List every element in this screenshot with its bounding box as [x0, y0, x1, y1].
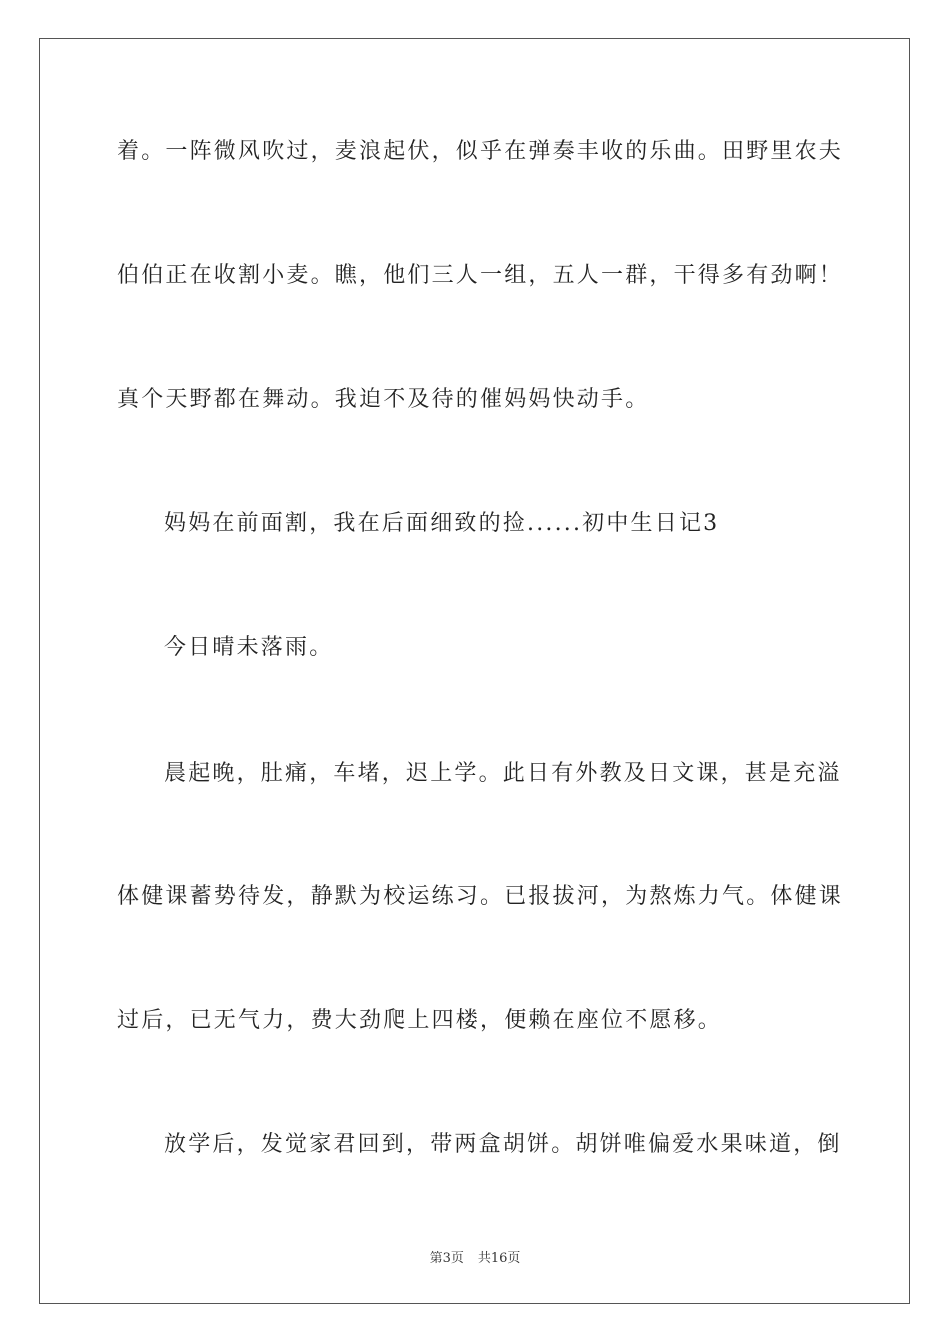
text-line-3: 真个天野都在舞动。我迫不及待的催妈妈快动手。: [117, 387, 650, 412]
text-line-9: 放学后，发觉家君回到，带两盒胡饼。胡饼唯偏爱水果味道，倒: [164, 1132, 842, 1157]
text-line-1: 着。一阵微风吹过，麦浪起伏，似乎在弹奏丰收的乐曲。田野里农夫: [117, 139, 844, 164]
text-line-5: 今日晴未落雨。: [164, 635, 334, 660]
total-pages: 共16页: [477, 1251, 521, 1266]
text-line-4: 妈妈在前面割，我在后面细致的捡......初中生日记3: [164, 511, 720, 536]
page-number: 第3页: [429, 1251, 464, 1266]
text-line-6: 晨起晚，肚痛，车堵，迟上学。此日有外教及日文课，甚是充溢: [164, 761, 842, 786]
text-line-2: 伯伯正在收割小麦。瞧，他们三人一组，五人一群，干得多有劲啊！: [117, 263, 844, 288]
text-line-8: 过后，已无气力，费大劲爬上四楼，便赖在座位不愿移。: [117, 1008, 723, 1033]
text-line-7: 体健课蓄势待发，静默为校运练习。已报拔河，为熬炼力气。体健课: [117, 884, 844, 909]
page-border: [39, 38, 910, 1304]
page-footer: [0, 1247, 950, 1266]
